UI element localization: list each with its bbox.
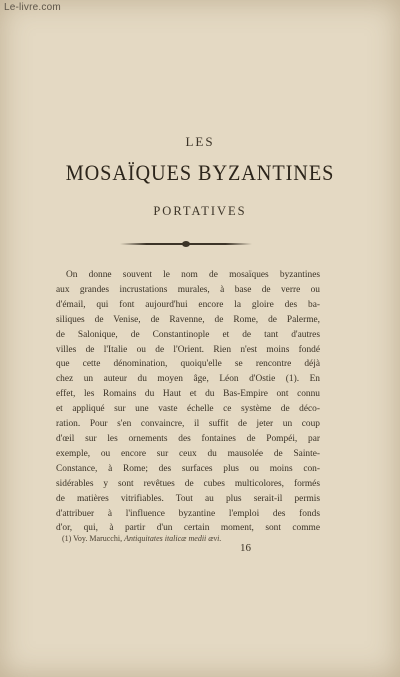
text-line: aux grandes incrustations murales, à base de verre ou — [56, 284, 320, 295]
text-line: d'or, qui, à partir d'un certain moment, sont comme — [56, 523, 320, 534]
text-line: villes de l'Italie ou de l'Orient. Rien n'est moins fondé — [56, 344, 320, 355]
title-line-1: LES — [185, 134, 215, 149]
text-line: effet, les Romains du Haut et du Bas-Empire ont connu — [56, 389, 320, 400]
text-line: sidérables y sont revêtues de cubes multicolores, formés — [56, 478, 320, 489]
text-line: On donne souvent le nom de mosaïques byzantines — [66, 270, 320, 280]
site-watermark: Le-livre.com — [4, 2, 61, 13]
footnote-title: Antiquitates italicæ medii ævi. — [124, 534, 222, 543]
text-line: que cette dénomination, quoiqu'elle se rencontre déjà — [56, 359, 320, 370]
text-line: Constance, à Rome; des surfaces plus ou moins con- — [56, 463, 320, 474]
footnote — [62, 534, 322, 543]
text-line: siliques de Venise, de Ravenne, de Rome, de Palerme, — [56, 314, 320, 325]
decorative-rule — [120, 243, 252, 245]
page-number: 16 — [240, 542, 251, 554]
title-line-3: PORTATIVES — [153, 204, 247, 218]
text-line: d'attribuer à l'influence byzantine l'emploi des fonds — [56, 508, 320, 519]
footnote-prefix: (1) Voy. Marucchi, — [62, 534, 123, 543]
text-line: d'émail, qui font aujourd'hui encore la gloire des ba- — [56, 299, 320, 310]
body-paragraph — [56, 268, 320, 536]
text-line: exemple, ou encore sur ceux du mausolée de Sainte- — [56, 448, 320, 459]
text-line: de Salonique, de Constantinople et de tant d'autres — [56, 329, 320, 340]
text-line: ration. Pour s'en convaincre, il suffit de jeter un coup — [56, 419, 320, 430]
text-line: chez un auteur du moyen âge, Léon d'Ostie (1). En — [56, 374, 320, 385]
text-line: de matières vitrifiables. Tout au plus serait-il permis — [56, 493, 320, 504]
text-line: et appliqué sur une vaste échelle ce système de déco- — [56, 404, 320, 415]
title-line-2: MOSAÏQUES BYZANTINES — [65, 160, 335, 185]
text-line: d'œil sur les ornements des fontaines de Pompéi, par — [56, 433, 320, 444]
